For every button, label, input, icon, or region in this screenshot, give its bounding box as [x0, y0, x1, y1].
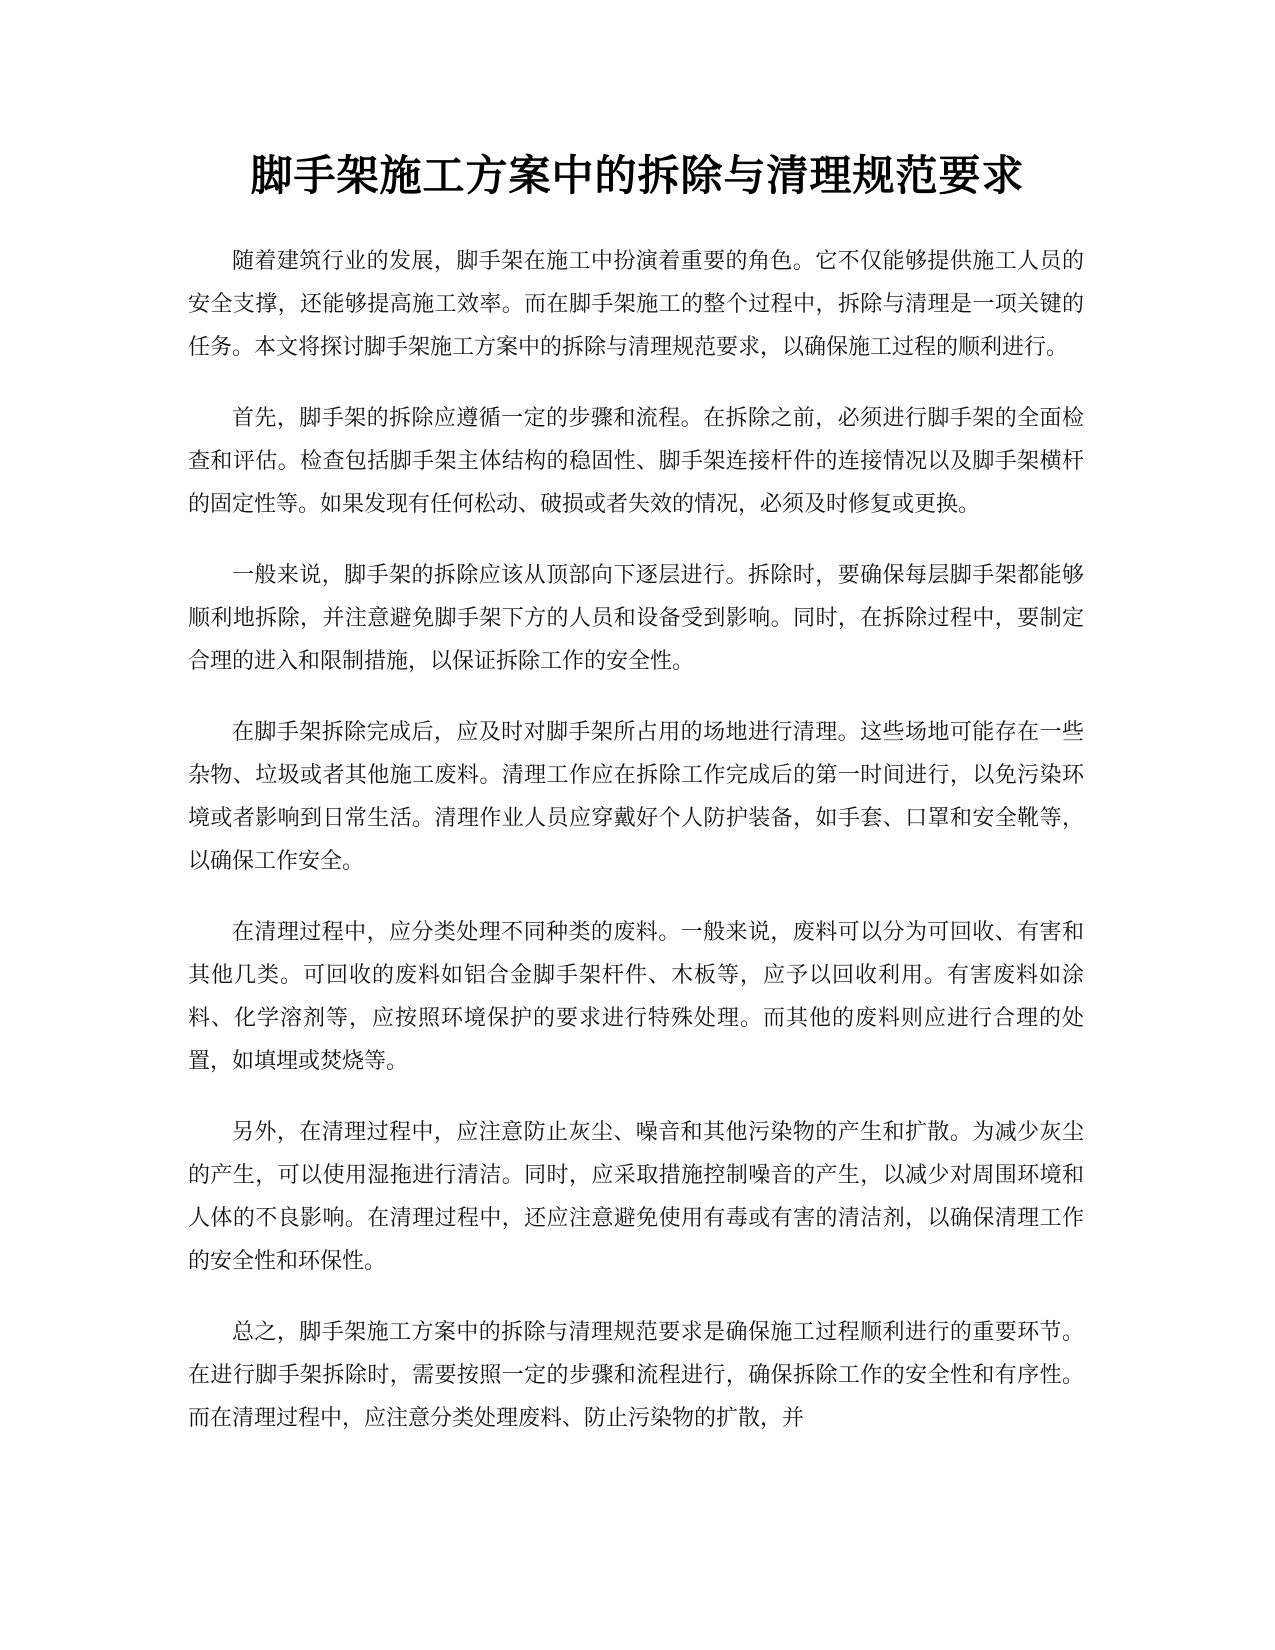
- paragraph-3: 一般来说，脚手架的拆除应该从顶部向下逐层进行。拆除时，要确保每层脚手架都能够顺利地拆除，并注意避免脚手架下方的人员和设备受到影响。同时，在拆除过程中，要制定合理的进入和限制措施，以保证拆除工作的安全性。: [188, 563, 1084, 674]
- document-body: [188, 240, 1084, 1468]
- paragraph-5: 在清理过程中，应分类处理不同种类的废料。一般来说，废料可以分为可回收、有害和其他几类。可回收的废料如铝合金脚手架杆件、木板等，应予以回收利用。有害废料如涂料、化学溶剂等，应按照环境保护的要求进行特殊处理。而其他的废料则应进行合理的处置，如填埋或焚烧等。: [188, 920, 1084, 1074]
- document-title: 脚手架施工方案中的拆除与清理规范要求: [250, 151, 1025, 200]
- paragraph-7: 总之，脚手架施工方案中的拆除与清理规范要求是确保施工过程顺利进行的重要环节。在进行脚手架拆除时，需要按照一定的步骤和流程进行，确保拆除工作的安全性和有序性。而在清理过程中，应注意分类处理废料、防止污染物的扩散，并: [188, 1320, 1084, 1431]
- paragraph-6: 另外，在清理过程中，应注意防止灰尘、噪音和其他污染物的产生和扩散。为减少灰尘的产生，可以使用湿拖进行清洁。同时，应采取措施控制噪音的产生，以减少对周围环境和人体的不良影响。在清理过程中，还应注意避免使用有毒或有害的清洁剂，以确保清理工作的安全性和环保性。: [188, 1120, 1084, 1274]
- paragraph-1: 随着建筑行业的发展，脚手架在施工中扮演着重要的角色。它不仅能够提供施工人员的安全支撑，还能够提高施工效率。而在脚手架施工的整个过程中，拆除与清理是一项关键的任务。本文将探讨脚手架施工方案中的拆除与清理规范要求，以确保施工过程的顺利进行。: [188, 249, 1084, 360]
- paragraph-4: 在脚手架拆除完成后，应及时对脚手架所占用的场地进行清理。这些场地可能存在一些杂物、垃圾或者其他施工废料。清理工作应在拆除工作完成后的第一时间进行，以免污染环境或者影响到日常生活。清理作业人员应穿戴好个人防护装备，如手套、口罩和安全靴等，以确保工作安全。: [188, 720, 1084, 874]
- paragraph-2: 首先，脚手架的拆除应遵循一定的步骤和流程。在拆除之前，必须进行脚手架的全面检查和评估。检查包括脚手架主体结构的稳固性、脚手架连接杆件的连接情况以及脚手架横杆的固定性等。如果发现有任何松动、破损或者失效的情况，必须及时修复或更换。: [188, 406, 1084, 517]
